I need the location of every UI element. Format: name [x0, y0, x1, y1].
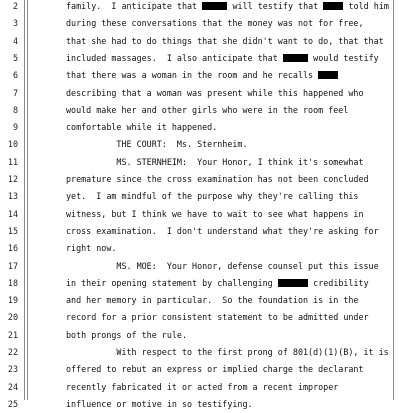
transcript-line — [0, 239, 400, 257]
line-number: 22 — [7, 347, 18, 357]
line-number: 23 — [7, 364, 18, 375]
line-number: 4 — [12, 35, 18, 46]
text-segment: both prongs of the rule. — [66, 329, 188, 340]
text-segment: MS. STERNHEIM: Your Honor, I think it's somewhat — [66, 156, 364, 167]
transcript-line — [0, 378, 400, 396]
text-segment: cross examination. I don't understand what they're asking for — [66, 225, 379, 236]
line-text — [66, 101, 390, 119]
line-text — [66, 49, 390, 67]
text-segment: and her memory in particular. So the foundation is in the — [66, 295, 359, 306]
transcript-line — [0, 257, 400, 275]
line-text — [66, 239, 390, 257]
text-segment: influence or motive in so testifying. — [66, 398, 253, 409]
transcript-line — [0, 153, 400, 171]
redaction-box — [323, 2, 343, 10]
line-text — [66, 135, 390, 153]
line-number: 7 — [12, 87, 18, 98]
text-segment: recently fabricated it or acted from a recent improper — [66, 381, 339, 392]
transcript-line — [0, 291, 400, 309]
line-text — [66, 32, 390, 50]
text-segment: during these conversations that the money was not for free, — [66, 18, 364, 29]
text-segment: would make her and other girls who were in the room feel — [66, 104, 349, 115]
redaction-box — [283, 54, 308, 62]
line-number: 2 — [12, 1, 18, 11]
line-text — [66, 274, 390, 292]
redaction-box — [318, 71, 338, 79]
line-number: 25 — [7, 398, 18, 409]
line-number: 12 — [7, 174, 18, 184]
line-number: 17 — [7, 260, 18, 271]
line-text — [66, 222, 390, 240]
line-number: 13 — [7, 191, 18, 202]
text-segment: in their opening statement by challenging — [66, 277, 278, 288]
text-segment: With respect to the first prong of 801(d)(1)(B), it is — [66, 347, 389, 357]
transcript-line — [0, 49, 400, 67]
transcript-line — [0, 14, 400, 32]
line-text — [66, 395, 390, 413]
text-segment: THE COURT: Ms. Sternheim. — [66, 139, 248, 150]
line-text — [66, 308, 390, 326]
line-text — [66, 187, 390, 205]
line-text — [66, 170, 390, 188]
transcript-line — [0, 308, 400, 326]
line-number: 15 — [7, 225, 18, 236]
line-text — [66, 0, 390, 15]
line-text — [66, 84, 390, 102]
transcript-line — [0, 222, 400, 240]
line-number: 14 — [7, 208, 18, 219]
text-segment: comfortable while it happened. — [66, 122, 218, 133]
transcript-line — [0, 360, 400, 378]
line-text — [66, 343, 390, 361]
transcript-line — [0, 395, 400, 413]
transcript-line — [0, 187, 400, 205]
line-number: 19 — [7, 295, 18, 306]
text-segment: MS. MOE: Your Honor, defense counsel put this issue — [66, 260, 379, 271]
line-text — [66, 291, 390, 309]
line-number: 16 — [7, 243, 18, 254]
text-segment: will testify that — [227, 1, 324, 11]
line-text — [66, 360, 390, 378]
transcript-line — [0, 84, 400, 102]
transcript-line — [0, 343, 400, 361]
text-segment: that there was a woman in the room and he recalls — [66, 70, 319, 81]
line-number: 18 — [7, 277, 18, 288]
redaction-box — [202, 2, 227, 10]
transcript-line — [0, 0, 400, 15]
transcript-line — [0, 135, 400, 153]
text-segment: witness, but I think we have to wait to see what happens in — [66, 208, 364, 219]
line-text — [66, 205, 390, 223]
transcript-line — [0, 101, 400, 119]
text-segment: right now. — [66, 243, 117, 254]
text-segment: credibility — [308, 277, 369, 288]
line-text — [66, 378, 390, 396]
line-number: 20 — [7, 312, 18, 323]
text-segment: family. I anticipate that — [66, 1, 203, 11]
line-number: 5 — [12, 52, 18, 63]
text-segment: describing that a woman was present while this happened who — [66, 87, 364, 98]
transcript-line — [0, 326, 400, 344]
text-segment: record for a prior consistent statement to be admitted under — [66, 312, 369, 323]
text-segment: included massages. I also anticipate that — [66, 52, 283, 63]
line-text — [66, 326, 390, 344]
redaction-box — [278, 279, 308, 287]
line-number: 10 — [7, 139, 18, 150]
line-number: 9 — [12, 122, 18, 133]
transcript-line — [0, 274, 400, 292]
line-text — [66, 118, 390, 136]
line-number: 6 — [12, 70, 18, 81]
text-segment: offered to rebut an express or implied charge the declarant — [66, 364, 364, 375]
line-text — [66, 66, 390, 84]
line-number: 8 — [12, 104, 18, 115]
text-segment: that she had to do things that she didn't want to do, that that — [66, 35, 384, 46]
line-number: 3 — [12, 18, 18, 29]
line-text — [66, 14, 390, 32]
line-number: 11 — [7, 156, 18, 167]
text-segment: told him — [343, 1, 389, 11]
text-segment: yet. I am mindful of the purpose why they're calling this — [66, 191, 359, 202]
line-text — [66, 257, 390, 275]
transcript-line — [0, 118, 400, 136]
line-text — [66, 153, 390, 171]
text-segment: would testify — [308, 52, 379, 63]
transcript-line — [0, 32, 400, 50]
transcript-line — [0, 205, 400, 223]
line-number: 21 — [7, 329, 18, 340]
transcript-line — [0, 66, 400, 84]
transcript-line — [0, 170, 400, 188]
text-segment: premature since the cross examination has not been concluded — [66, 174, 369, 184]
line-number: 24 — [7, 381, 18, 392]
